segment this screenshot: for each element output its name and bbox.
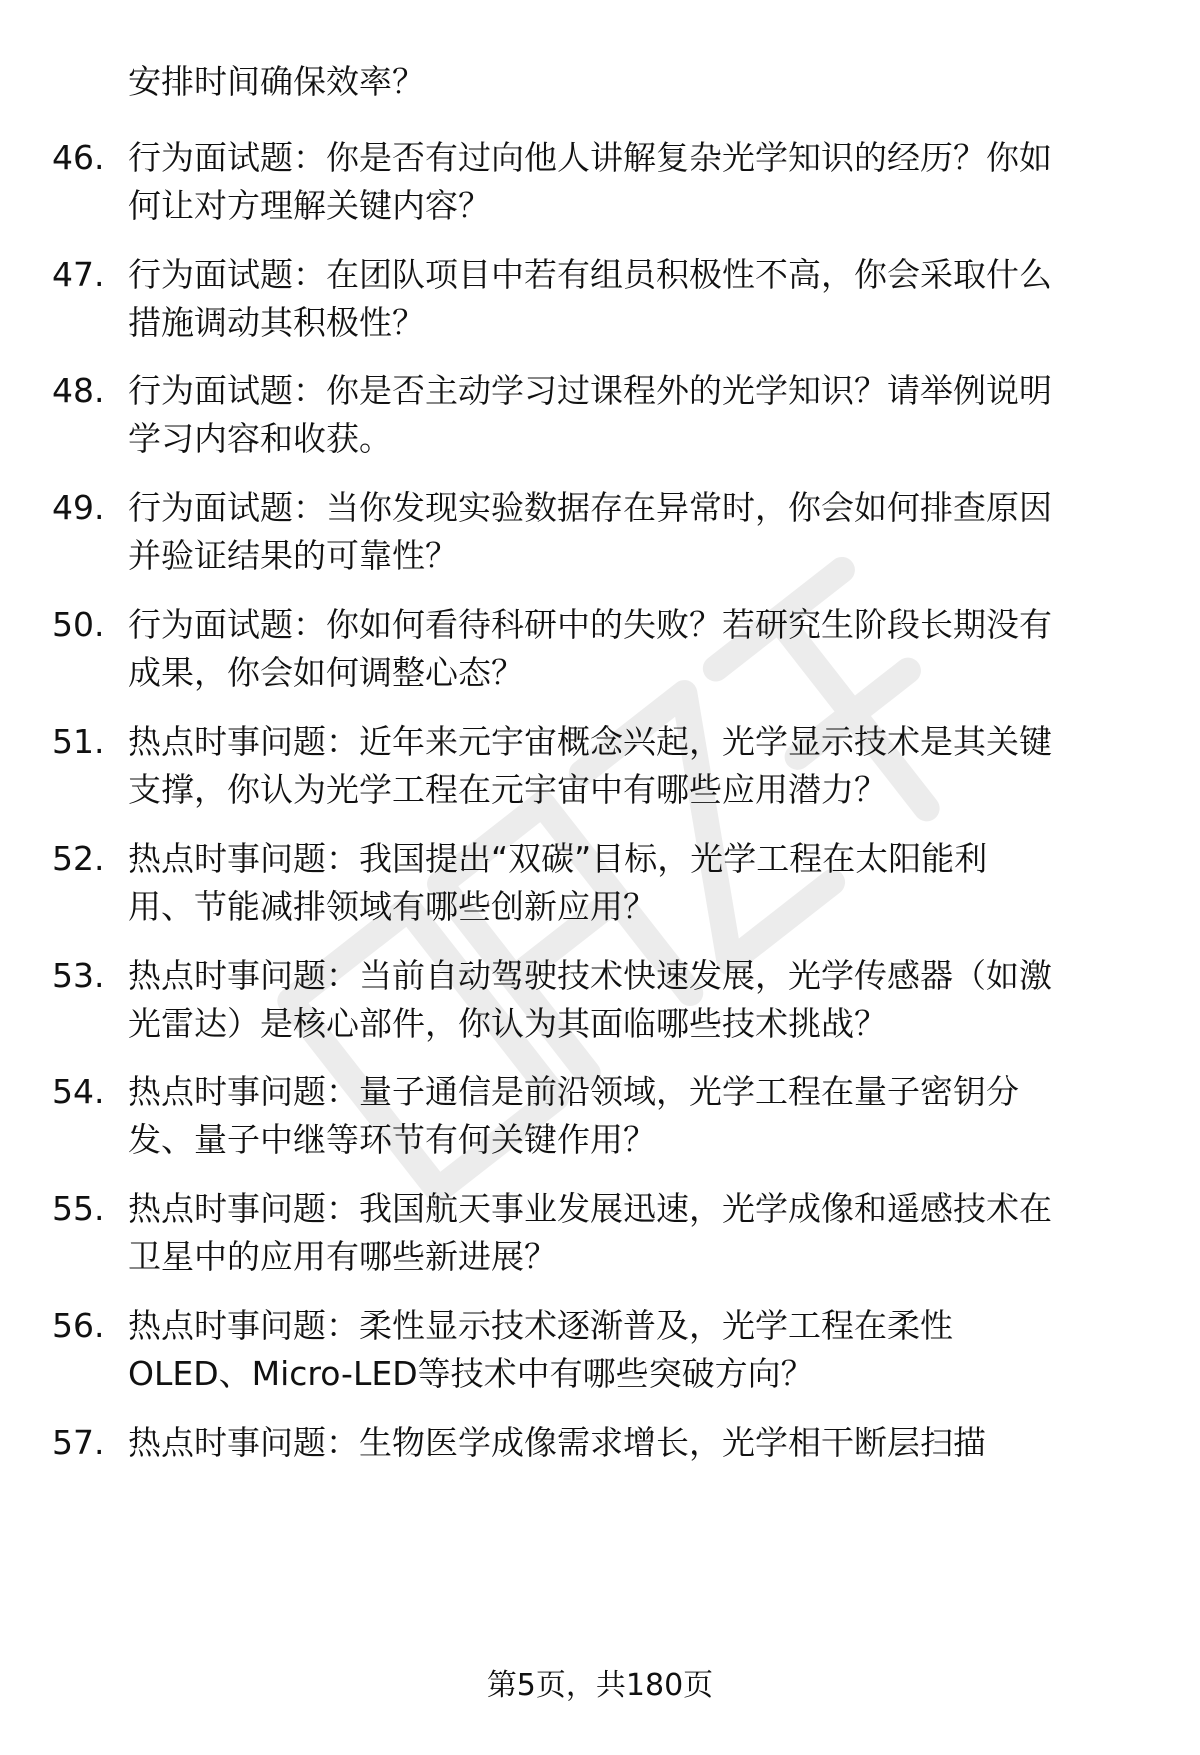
question-number: 57. (52, 1423, 105, 1462)
question-number: 49. (52, 488, 105, 527)
question-number: 55. (52, 1189, 105, 1228)
question-number: 48. (52, 371, 105, 410)
question-line: 热点时事问题：当前自动驾驶技术快速发展，光学传感器（如激 (128, 956, 1052, 995)
question-line: 并验证结果的可靠性？ (128, 536, 458, 575)
question-line: 行为面试题：你是否有过向他人讲解复杂光学知识的经历？你如 (128, 138, 1052, 177)
question-text (128, 718, 1138, 814)
question-line: 措施调动其积极性？ (128, 303, 425, 342)
question-line: 热点时事问题：我国提出“双碳”目标，光学工程在太阳能利 (128, 839, 988, 878)
question-text (128, 1068, 1138, 1164)
question-text (128, 601, 1138, 697)
question-text (128, 251, 1138, 347)
question-text (128, 367, 1138, 463)
question-line: 行为面试题：在团队项目中若有组员积极性不高，你会采取什么 (128, 255, 1052, 294)
question-line: 用、节能减排领域有哪些创新应用？ (128, 887, 656, 926)
question-text (128, 1302, 1138, 1398)
question-line: 何让对方理解关键内容？ (128, 186, 491, 225)
question-line: OLED、Micro-LED等技术中有哪些突破方向？ (128, 1354, 814, 1393)
question-line: 卫星中的应用有哪些新进展？ (128, 1237, 557, 1276)
question-text (128, 134, 1138, 230)
question-text (128, 484, 1138, 580)
question-line: 成果，你会如何调整心态？ (128, 653, 524, 692)
question-text (128, 1419, 1138, 1467)
question-line: 热点时事问题：柔性显示技术逐渐普及，光学工程在柔性 (128, 1306, 953, 1345)
question-line: 学习内容和收获。 (128, 419, 392, 458)
question-number: 46. (52, 138, 105, 177)
question-number: 56. (52, 1306, 105, 1345)
question-line: 发、量子中继等环节有何关键作用？ (128, 1120, 656, 1159)
question-line: 行为面试题：你是否主动学习过课程外的光学知识？请举例说明 (128, 371, 1052, 410)
question-line: 行为面试题：当你发现实验数据存在异常时，你会如何排查原因 (128, 488, 1052, 527)
question-line: 支撑，你认为光学工程在元宇宙中有哪些应用潜力？ (128, 770, 887, 809)
question-line: 光雷达）是核心部件，你认为其面临哪些技术挑战？ (128, 1004, 887, 1043)
question-number: 54. (52, 1072, 105, 1111)
question-text (128, 952, 1138, 1048)
question-line: 行为面试题：你如何看待科研中的失败？若研究生阶段长期没有 (128, 605, 1052, 644)
question-number: 47. (52, 255, 105, 294)
question-line: 热点时事问题：近年来元宇宙概念兴起，光学显示技术是其关键 (128, 722, 1052, 761)
question-line: 热点时事问题：量子通信是前沿领域，光学工程在量子密钥分 (128, 1072, 1019, 1111)
question-number: 53. (52, 956, 105, 995)
question-number: 51. (52, 722, 105, 761)
question-text (128, 1185, 1138, 1281)
continued-question-text: 安排时间确保效率？ (128, 62, 425, 101)
question-number: 52. (52, 839, 105, 878)
page-footer: 第5页，共180页 (486, 1668, 714, 1703)
question-line: 热点时事问题：生物医学成像需求增长，光学相干断层扫描 (128, 1423, 986, 1462)
question-number: 50. (52, 605, 105, 644)
question-text (128, 835, 1138, 931)
question-line: 热点时事问题：我国航天事业发展迅速，光学成像和遥感技术在 (128, 1189, 1052, 1228)
